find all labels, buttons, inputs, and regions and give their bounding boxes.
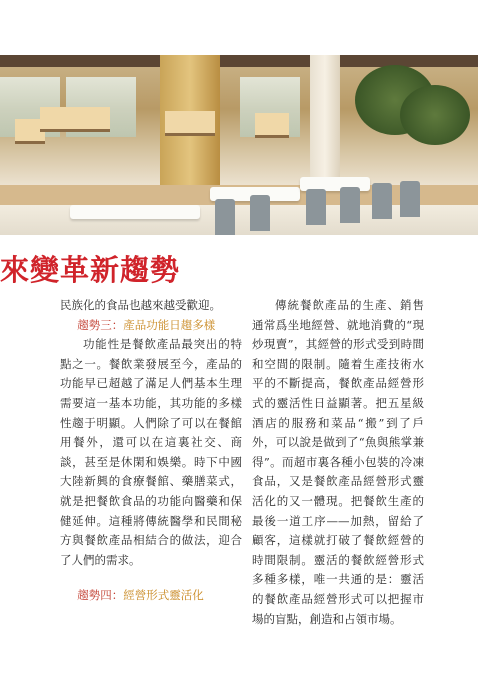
right-body: 傳統餐飲產品的生產、銷售通常爲坐地經營、就地消費的“現炒現賣”，其經營的形式受到時間和空間的限制。隨着生產技術水平的不斷提高，餐飲產品經營形式的靈活性日益顯著。把五星級酒店的服務和菜品“搬”到了戶外，可以說是做到了“魚與熊掌兼得”。而超市裏各種小包裝的冷凍食品，又是餐飲產品經營形式靈活化的又一體現。把餐飲生產的最後一道工序——加熱，留給了顧客，這樣就打破了餐飲經營的時間限制。靈活的餐飲經營形式多種多樣，唯一共通的是：靈活的餐飲產品經營形式可以把握市場的盲點，創造和占領市場。 [252, 298, 424, 626]
section3-title: 產品功能日趨多樣 [123, 317, 216, 332]
headline: 來變革新趨勢 [0, 253, 181, 287]
section3-body: 功能性是餐飲產品最突出的特點之一。餐飲業發展至今，產品的功能早已超越了滿足人們基本生理需要這一基本功能，其功能的多樣性趨于明顯。人們除了可以在餐館用餐外，還可以在這裏社交、商談，甚至是休閑和娛樂。時下中國大陸新興的食療餐館、藥膳菜式，就是把餐飲食品的功能向醫藥和保健延伸。這種將傳統醫學和民間秘方與餐飲產品相結合的做法，迎合了人們的需求。 [60, 337, 242, 567]
restaurant-photo [0, 55, 478, 235]
left-column [60, 296, 242, 606]
section3-number: 趨勢三： [77, 317, 124, 332]
section4-number: 趨勢四： [77, 588, 124, 603]
section4-heading [60, 586, 242, 606]
intro-paragraph: 民族化的食品也越來越受歡迎。 [60, 298, 221, 312]
right-column [252, 296, 424, 629]
section3-heading [60, 316, 242, 336]
section4-title: 經營形式靈活化 [123, 588, 204, 603]
